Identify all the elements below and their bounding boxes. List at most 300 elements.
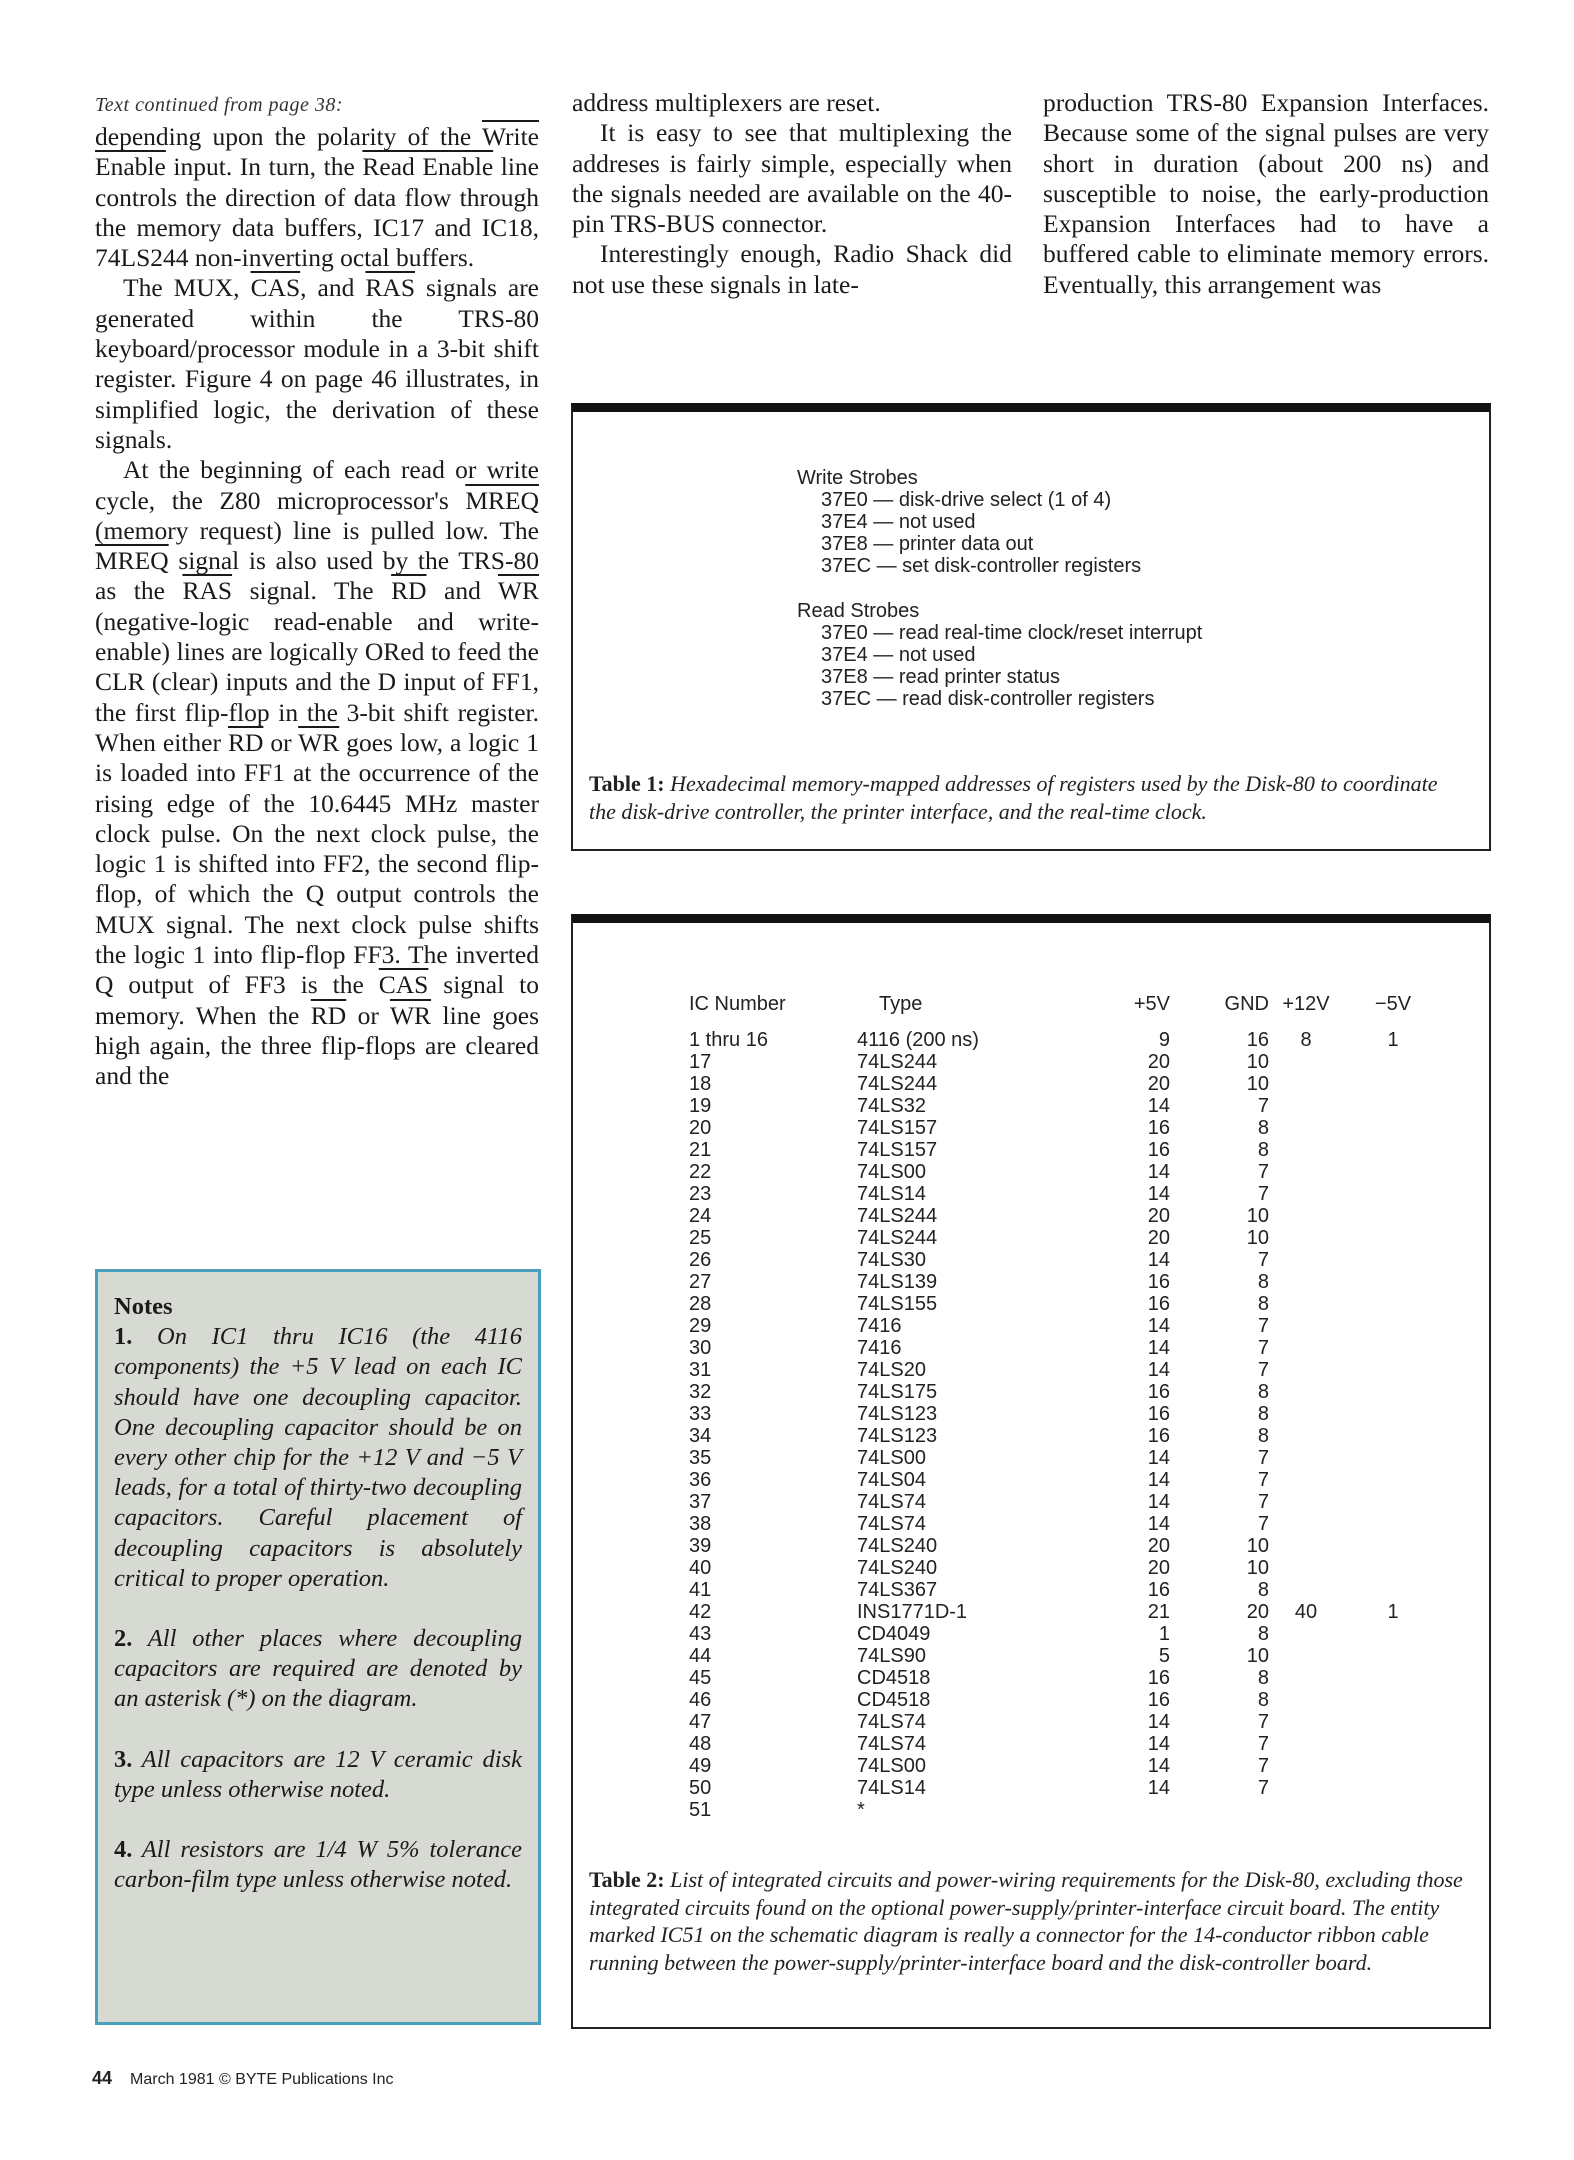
note-number: 3. (114, 1745, 133, 1773)
table-cell (1269, 1073, 1343, 1095)
table-cell: 16 (1147, 1381, 1170, 1403)
strobe-entry: 37EC — read disk-controller registers (821, 688, 1155, 710)
table-row (689, 1293, 1443, 1315)
read-strobes-group (797, 600, 1202, 710)
table-row (689, 1469, 1443, 1491)
note-text: On IC1 thru IC16 (the 4116 components) the +5 V lead on each IC should have one decoupling capacitor. One decoupling capacitor should be on every other chip for the +12 V and −5 V leads, for a total of thirty-two decoupling capacitors. Careful placement of decoupling capacitors is absolutely critical to proper operation. (114, 1323, 522, 1592)
table-cell: 74LS244 (857, 1227, 938, 1249)
active-low-signal-name: $\overline{RAS}$ (365, 273, 416, 303)
table-cell: 14 (1147, 1447, 1170, 1469)
table-cell: 50 (689, 1777, 712, 1799)
active-low-signal-name: MREQ (465, 485, 539, 515)
table-row (689, 1227, 1443, 1249)
strobe-entry: 37E0 — read real-time clock/reset interrupt (821, 622, 1203, 644)
table-cell: 20 (1147, 1051, 1170, 1073)
column-header: GND (1224, 993, 1269, 1015)
table-cell: 14 (1147, 1777, 1170, 1799)
table-cell: 36 (689, 1469, 712, 1491)
table-cell (1343, 1623, 1443, 1645)
column-header: +5V (1133, 993, 1170, 1015)
table-cell (1269, 1403, 1343, 1425)
table-cell: 5 (1158, 1645, 1170, 1667)
table-cell (1269, 1183, 1343, 1205)
table-cell: 74LS74 (857, 1711, 926, 1733)
table-cell (1343, 1205, 1443, 1227)
table-row (689, 1337, 1443, 1359)
table-cell (1343, 1667, 1443, 1689)
table-cell: 31 (689, 1359, 712, 1381)
write-strobes-group (797, 467, 1141, 577)
table-cell (1269, 1513, 1343, 1535)
table-cell: 1 (1387, 1029, 1399, 1051)
table-cell: 7 (1257, 1183, 1269, 1205)
table-cell (1343, 1689, 1443, 1711)
table-cell: 40 (1294, 1601, 1318, 1623)
table-cell (1269, 1205, 1343, 1227)
paragraph (572, 239, 1012, 300)
footer-credit: March 1981 © BYTE Publications Inc (130, 2071, 394, 2088)
table-cell (1343, 1073, 1443, 1095)
note-number: 2. (114, 1625, 133, 1653)
text-run: (memory request) line is pulled low. The (95, 515, 539, 545)
table-cell: 27 (689, 1271, 712, 1293)
table-cell: 20 (1147, 1073, 1170, 1095)
continued-from-label: Text continued from page 38: (95, 94, 344, 116)
active-low-signal-name: $\overline{WR}$ (497, 576, 539, 606)
page-number: 44 (92, 2068, 113, 2088)
table-cell (1269, 1711, 1343, 1733)
column-header: +12V (1282, 993, 1330, 1015)
text-run: goes low, a logic 1 is loaded into FF1 at the occurrence of the rising edge of the 10.6445 MHz master clock pulse. On the next clock pulse, the logic 1 is shifted into FF2, the second flip-flop, of which the Q output controls the MUX signal. The next clock pulse shifts the logic 1 into flip-flop FF3. The inverted Q output of FF3 is the (95, 727, 539, 1000)
table-row (689, 1095, 1443, 1117)
table-cell: 8 (1257, 1139, 1269, 1161)
table-cell: 8 (1257, 1293, 1269, 1315)
table-cell: 14 (1147, 1095, 1170, 1117)
table-cell (1343, 1337, 1443, 1359)
table-row (689, 1425, 1443, 1447)
note-text: All capacitors are 12 V ceramic disk type unless otherwise noted. (114, 1745, 522, 1803)
table-1-caption (589, 770, 1469, 825)
note-item (114, 1835, 522, 1895)
caption-label: Table 2: (589, 1867, 665, 1892)
table-cell: 20 (689, 1117, 712, 1139)
table-cell (1343, 1359, 1443, 1381)
table-cell (1343, 1513, 1443, 1535)
table-row (689, 1447, 1443, 1469)
caption-text: List of integrated circuits and power-wiring requirements for the Disk-80, excluding those integrated circuits found on the optional power-supply/printer-interface circuit board. The entity marked IC51 on the schematic diagram is really a connector for the 14-conductor ribbon cable running between the power-supply/printer-interface board and the disk-controller board. (589, 1867, 1463, 1975)
table-cell (1343, 1315, 1443, 1337)
active-low-signal-name: $\overline{WR}$ (298, 727, 340, 757)
table-cell: 74LS139 (857, 1271, 938, 1293)
table-cell: 7 (1257, 1249, 1269, 1271)
table-cell: 1 (1158, 1623, 1170, 1645)
table-cell: 16 (1246, 1029, 1269, 1051)
table-cell: 14 (1147, 1183, 1170, 1205)
table-cell (1343, 1469, 1443, 1491)
table-cell: 74LS14 (857, 1777, 926, 1799)
note-text: All other places where decoupling capacitors are required are denoted by an asterisk (*) on the diagram. (114, 1625, 522, 1713)
text-run: or (263, 727, 299, 757)
table-cell: 43 (689, 1623, 712, 1645)
table-cell: 44 (689, 1645, 712, 1667)
caption-label: Table 1: (589, 771, 665, 796)
active-low-signal-name: $\overline{RAS}$ (182, 576, 233, 606)
table-cell (1269, 1733, 1343, 1755)
table-row (689, 1403, 1443, 1425)
table-cell: 74LS123 (857, 1425, 938, 1447)
table-cell: 14 (1147, 1315, 1170, 1337)
table-cell: 1 (1387, 1601, 1399, 1623)
table-cell: 9 (1158, 1029, 1170, 1051)
table-cell: 7 (1257, 1777, 1269, 1799)
note-number: 1. (114, 1323, 133, 1351)
active-low-signal-name: $\overline{RD}$ (310, 1000, 347, 1030)
table-1-box (571, 403, 1491, 851)
table-cell (1269, 1095, 1343, 1117)
table-cell: 48 (689, 1733, 712, 1755)
paragraph (572, 118, 1012, 239)
table-cell: 74LS32 (857, 1095, 926, 1117)
table-cell: 10 (1246, 1073, 1269, 1095)
table-cell (1343, 1161, 1443, 1183)
table-cell: 14 (1147, 1161, 1170, 1183)
table-cell: 74LS175 (857, 1381, 938, 1403)
table-cell: 16 (1147, 1293, 1170, 1315)
table-cell: 14 (1147, 1469, 1170, 1491)
table-cell: 20 (1147, 1557, 1170, 1579)
group-heading: Write Strobes (797, 467, 918, 489)
table-cell: 10 (1246, 1227, 1269, 1249)
table-cell (1343, 1271, 1443, 1293)
table-cell (1343, 1051, 1443, 1073)
note-item (114, 1322, 522, 1594)
table-cell: 16 (1147, 1689, 1170, 1711)
table-cell: 7416 (857, 1337, 902, 1359)
table-row (689, 1073, 1443, 1095)
table-cell: 20 (1147, 1227, 1170, 1249)
table-cell: 74LS367 (857, 1579, 938, 1601)
table-cell: 41 (689, 1579, 712, 1601)
table-cell: 14 (1147, 1513, 1170, 1535)
active-low-signal-name: Read Enable (362, 152, 494, 182)
table-cell: 37 (689, 1491, 712, 1513)
table-cell (1269, 1139, 1343, 1161)
table-row (689, 1645, 1443, 1667)
table-cell: 7 (1257, 1491, 1269, 1513)
table-cell: 16 (1147, 1403, 1170, 1425)
table-cell: 74LS74 (857, 1733, 926, 1755)
table-cell: 4116 (200 ns) (857, 1029, 979, 1051)
table-cell (1269, 1051, 1343, 1073)
table-cell: 7 (1257, 1095, 1269, 1117)
column-header: Type (879, 993, 923, 1015)
paragraph (572, 88, 1012, 118)
table-cell: INS1771D-1 (857, 1601, 968, 1623)
strobe-entry: 37EC — set disk-controller registers (821, 555, 1142, 577)
table-cell (1343, 1183, 1443, 1205)
table-cell (1343, 1095, 1443, 1117)
right-column-text (1043, 88, 1489, 300)
left-column-text (95, 122, 539, 1092)
table-cell (1269, 1337, 1343, 1359)
note-number: 4. (114, 1836, 133, 1864)
table-row (689, 1117, 1443, 1139)
table-cell (1269, 1447, 1343, 1469)
table-cell: 10 (1246, 1205, 1269, 1227)
table-cell: 7 (1257, 1755, 1269, 1777)
table-cell: 10 (1246, 1535, 1269, 1557)
table-cell: 49 (689, 1755, 712, 1777)
table-cell (1034, 1799, 1170, 1821)
table-cell (1269, 1579, 1343, 1601)
active-low-signal-name: $\overline{CAS}$ (250, 273, 301, 303)
table-cell (1343, 1799, 1443, 1821)
text-run: signal. The (232, 576, 392, 606)
table-cell (1343, 1491, 1443, 1513)
table-cell: 7 (1257, 1469, 1269, 1491)
table-cell (1269, 1249, 1343, 1271)
text-run: Interestingly enough, Radio Shack did not use these signals in late- (572, 239, 1012, 299)
table-cell (1269, 1667, 1343, 1689)
table-cell: 28 (689, 1293, 712, 1315)
table-cell (1343, 1755, 1443, 1777)
table-cell: 10 (1246, 1645, 1269, 1667)
active-low-signal-name: $\overline{CAS}$ (378, 970, 429, 1000)
table-row (689, 1667, 1443, 1689)
table-cell: 74LS157 (857, 1139, 938, 1161)
table-cell: 74LS20 (857, 1359, 926, 1381)
table-cell: 16 (1147, 1139, 1170, 1161)
table-cell (1343, 1535, 1443, 1557)
table-cell: CD4049 (857, 1623, 931, 1645)
table-cell: 7416 (857, 1315, 902, 1337)
table-row (689, 1755, 1443, 1777)
table-cell (1343, 1381, 1443, 1403)
table-row (689, 1689, 1443, 1711)
table-cell: 38 (689, 1513, 712, 1535)
table-cell: 34 (689, 1425, 712, 1447)
table-cell: 7 (1257, 1315, 1269, 1337)
table-row (689, 1139, 1443, 1161)
table-row (689, 1623, 1443, 1645)
table-cell: 42 (689, 1601, 712, 1623)
table-cell: 26 (689, 1249, 712, 1271)
table-cell (1269, 1491, 1343, 1513)
table-cell: 7 (1257, 1447, 1269, 1469)
table-cell: 74LS244 (857, 1205, 938, 1227)
table-cell: 74LS00 (857, 1161, 926, 1183)
text-run: or (346, 1000, 390, 1030)
table-cell: 74LS14 (857, 1183, 926, 1205)
paragraph (95, 455, 539, 1091)
column-header: −5V (1374, 993, 1412, 1015)
caption-text: Hexadecimal memory-mapped addresses of registers used by the Disk-80 to coordinate the disk-drive controller, the printer interface, and the real-time clock. (589, 771, 1438, 824)
text-run: line goes high again, the three flip-flops are cleared and the (95, 1000, 539, 1091)
table-cell (1343, 1711, 1443, 1733)
table-cell: 74LS74 (857, 1491, 926, 1513)
table-cell: 74LS244 (857, 1051, 938, 1073)
table-row (689, 1777, 1443, 1799)
table-cell: 16 (1147, 1667, 1170, 1689)
table-cell: 22 (689, 1161, 712, 1183)
table-cell: 14 (1147, 1359, 1170, 1381)
table-cell: 35 (689, 1447, 712, 1469)
table-cell: 74LS244 (857, 1073, 938, 1095)
table-cell (1269, 1271, 1343, 1293)
active-low-signal-name: $\overline{RD}$ (391, 576, 427, 606)
table-cell (1269, 1315, 1343, 1337)
table-cell: 18 (689, 1073, 712, 1095)
table-cell (1343, 1579, 1443, 1601)
strobe-entry: 37E8 — printer data out (821, 533, 1034, 555)
table-cell (1170, 1799, 1269, 1821)
table-cell: 74LS30 (857, 1249, 926, 1271)
table-cell (1343, 1425, 1443, 1447)
table-cell: 7 (1257, 1161, 1269, 1183)
table-cell: 14 (1147, 1711, 1170, 1733)
table-cell: 8 (1257, 1403, 1269, 1425)
active-low-signal-name: $\overline{RD}$ (227, 727, 264, 757)
table-cell (1343, 1403, 1443, 1425)
table-cell (1343, 1777, 1443, 1799)
table-cell: 74LS157 (857, 1117, 938, 1139)
table-cell: 8 (1257, 1689, 1269, 1711)
group-heading: Read Strobes (797, 600, 920, 622)
notes-box (95, 1269, 541, 2025)
table-cell: CD4518 (857, 1689, 931, 1711)
note-text: All resistors are 1/4 W 5% tolerance carbon-film type unless otherwise noted. (114, 1836, 522, 1894)
table-cell: 8 (1257, 1271, 1269, 1293)
text-run: signals are generated within the TRS-80 keyboard/processor module in a 3-bit shift register. Figure 4 on page 46 illustrates, in simplified logic, the derivation of these signals. (95, 273, 540, 454)
text-run: depending upon the polarity of the (95, 122, 482, 151)
table-cell (1269, 1381, 1343, 1403)
text-run: line controls the direction of data flow through the memory data buffers, IC17 and IC18, 74LS244 non-inverting octal buffers. (95, 152, 539, 273)
table-cell: 7 (1257, 1337, 1269, 1359)
note-item (114, 1745, 522, 1805)
text-run: , and (300, 273, 366, 303)
table-2-box (571, 914, 1491, 2029)
table-2-caption (589, 1866, 1469, 1976)
table-cell (1269, 1623, 1343, 1645)
table-cell: 1 thru 16 (689, 1029, 768, 1051)
strobe-entry: 37E0 — disk-drive select (1 of 4) (821, 489, 1112, 511)
table-cell: 74LS90 (857, 1645, 926, 1667)
table-row (689, 1161, 1443, 1183)
text-run: production TRS-80 Expansion Interfaces. Because some of the signal pulses are very short in duration (about 200 ns) and susceptible to noise, the early-production Expansion Interfaces had to have a buffered cable to eliminate memory errors. Eventually, this arrangement was (1043, 88, 1489, 299)
table-cell: 46 (689, 1689, 712, 1711)
table-cell: 74LS240 (857, 1535, 938, 1557)
table-cell: 16 (1147, 1579, 1170, 1601)
text-run: It is easy to see that multiplexing the addreses is fairly simple, especially when the signals needed are available on the 40-pin TRS-BUS connector. (572, 118, 1012, 239)
table-cell: 25 (689, 1227, 712, 1249)
table-cell: 74LS240 (857, 1557, 938, 1579)
table-row (689, 1513, 1443, 1535)
table-row (689, 1733, 1443, 1755)
table-cell: 8 (1257, 1117, 1269, 1139)
table-cell: 7 (1257, 1733, 1269, 1755)
table-cell (1343, 1117, 1443, 1139)
table-cell: 51 (689, 1799, 712, 1821)
table-cell: 29 (689, 1315, 712, 1337)
table-cell (1343, 1293, 1443, 1315)
text-run: signal to memory. When the (95, 970, 539, 1030)
text-run: address multiplexers are reset. (572, 88, 881, 117)
table-cell: 20 (1246, 1601, 1269, 1623)
table-cell (1269, 1293, 1343, 1315)
paragraph (1043, 88, 1489, 300)
strobe-entry: 37E4 — not used (821, 644, 976, 666)
table-cell: 32 (689, 1381, 712, 1403)
table-cell: 30 (689, 1337, 712, 1359)
paragraph (95, 122, 539, 273)
text-run: (negative-logic read-enable and write-enable) lines are logically ORed to feed the CLR (clear) inputs and the D input of FF1, the first flip-flop in the 3-bit shift register. When either (95, 606, 539, 757)
table-cell (1269, 1645, 1343, 1667)
table-cell (1343, 1557, 1443, 1579)
table-row (689, 1601, 1443, 1623)
table-cell: 74LS04 (857, 1469, 926, 1491)
table-header-row (689, 993, 1443, 1029)
table-cell (1269, 1425, 1343, 1447)
table-cell: 47 (689, 1711, 712, 1733)
text-run: and (426, 576, 498, 606)
table-cell: 74LS74 (857, 1513, 926, 1535)
column-header: IC Number (689, 993, 786, 1015)
table-cell (1269, 1161, 1343, 1183)
text-run: At the beginning of each read or write cycle, the Z80 microprocessor's (95, 455, 539, 515)
note-item (114, 1624, 522, 1715)
table-cell (1269, 1535, 1343, 1557)
table-cell (1343, 1447, 1443, 1469)
table-cell: 8 (1257, 1579, 1269, 1601)
table-row (689, 1579, 1443, 1601)
active-low-signal-name: Write Enable (95, 122, 539, 182)
table-cell: 74LS00 (857, 1447, 926, 1469)
table-row (689, 1557, 1443, 1579)
table-row (689, 1359, 1443, 1381)
table-cell: 14 (1147, 1733, 1170, 1755)
table-cell: 10 (1246, 1051, 1269, 1073)
table-cell: 74LS00 (857, 1755, 926, 1777)
middle-column-text (572, 88, 1012, 300)
table-cell: 8 (1257, 1381, 1269, 1403)
table-cell: 21 (689, 1139, 712, 1161)
notes-title: Notes (114, 1293, 173, 1320)
table-row (689, 1535, 1443, 1557)
table-row (689, 1491, 1443, 1513)
text-run: signal is also used by the TRS-80 as the (95, 546, 539, 606)
table-cell (1343, 1139, 1443, 1161)
paragraph (95, 273, 539, 455)
table-cell: 19 (689, 1095, 712, 1117)
table-cell (1269, 1799, 1343, 1821)
page-footer (92, 2068, 394, 2089)
table-cell: 8 (1257, 1667, 1269, 1689)
text-run: input. In turn, the (165, 152, 363, 182)
table-cell: 7 (1257, 1711, 1269, 1733)
table-cell: 8 (1257, 1425, 1269, 1447)
table-cell: 14 (1147, 1491, 1170, 1513)
table-cell (1343, 1645, 1443, 1667)
active-low-signal-name: $\overline{WR}$ (389, 1000, 432, 1030)
table-cell (1269, 1755, 1343, 1777)
table-cell: 10 (1246, 1557, 1269, 1579)
table-cell: 40 (689, 1557, 712, 1579)
table-cell: 7 (1257, 1513, 1269, 1535)
table-cell (1269, 1777, 1343, 1799)
table-cell (1343, 1733, 1443, 1755)
table-cell: 16 (1147, 1425, 1170, 1447)
table-row (689, 1271, 1443, 1293)
